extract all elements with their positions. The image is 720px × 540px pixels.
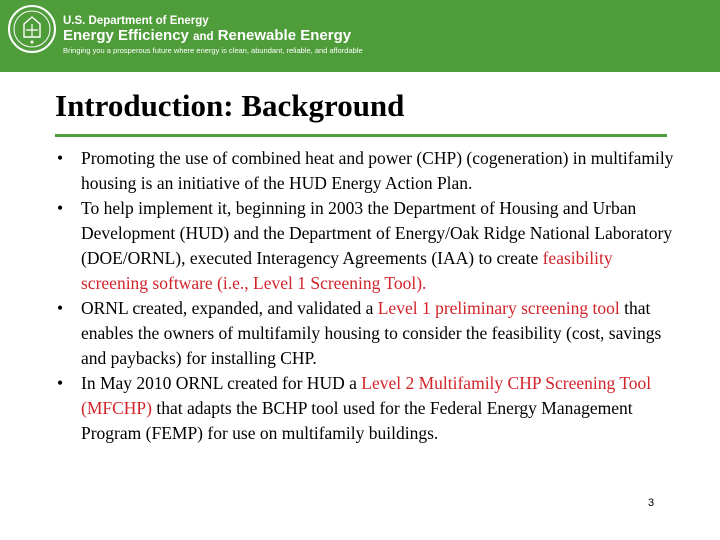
program-and: and — [193, 31, 214, 43]
bullet-item — [55, 296, 675, 371]
bullet-item — [55, 146, 675, 196]
header-banner — [0, 0, 720, 72]
bullet-text: that adapts the BCHP tool used for the Federal Energy Management Program (FEMP) for use on multifamily buildings. — [81, 398, 633, 443]
bullet-highlight: feasibility screening software (i.e., Level 1 Screening Tool). — [81, 248, 613, 293]
title-underline — [55, 134, 667, 137]
slide-title: Introduction: Background — [55, 88, 405, 123]
program-main: Energy Efficiency — [63, 27, 189, 44]
program-end: Renewable Energy — [217, 27, 352, 44]
bullet-text: In May 2010 ORNL created for HUD a — [81, 373, 362, 393]
bullet-list — [55, 146, 675, 446]
bullet-highlight: Level 2 Multifamily CHP Screening Tool (MFCHP) — [81, 373, 652, 418]
bullet-text: that enables the owners of multifamily housing to consider the feasibility (cost, savings and paybacks) for installing CHP. — [81, 298, 662, 368]
bullet-text: To help implement it, beginning in 2003 the Department of Housing and Urban Development (HUD) and the Department of Energy/Oak Ridge National Laboratory (DOE/ORNL), executed Interagency Agreements (IAA) to create — [81, 198, 673, 268]
eere-program-name — [63, 27, 351, 44]
doe-name: U.S. Department of Energy — [63, 15, 209, 27]
bullet-text: ORNL created, expanded, and validated a — [81, 298, 378, 318]
tagline: Bringing you a prosperous future where energy is clean, abundant, reliable, and affordable — [63, 46, 363, 55]
bullet-text: Promoting the use of combined heat and power (CHP) (cogeneration) in multifamily housing is an initiative of the HUD Energy Action Plan. — [81, 148, 674, 193]
bullet-item — [55, 371, 675, 446]
bullet-item — [55, 196, 675, 296]
page-number: 3 — [648, 497, 655, 509]
doe-seal-icon — [7, 4, 57, 54]
bullet-highlight: Level 1 preliminary screening tool — [377, 298, 620, 318]
